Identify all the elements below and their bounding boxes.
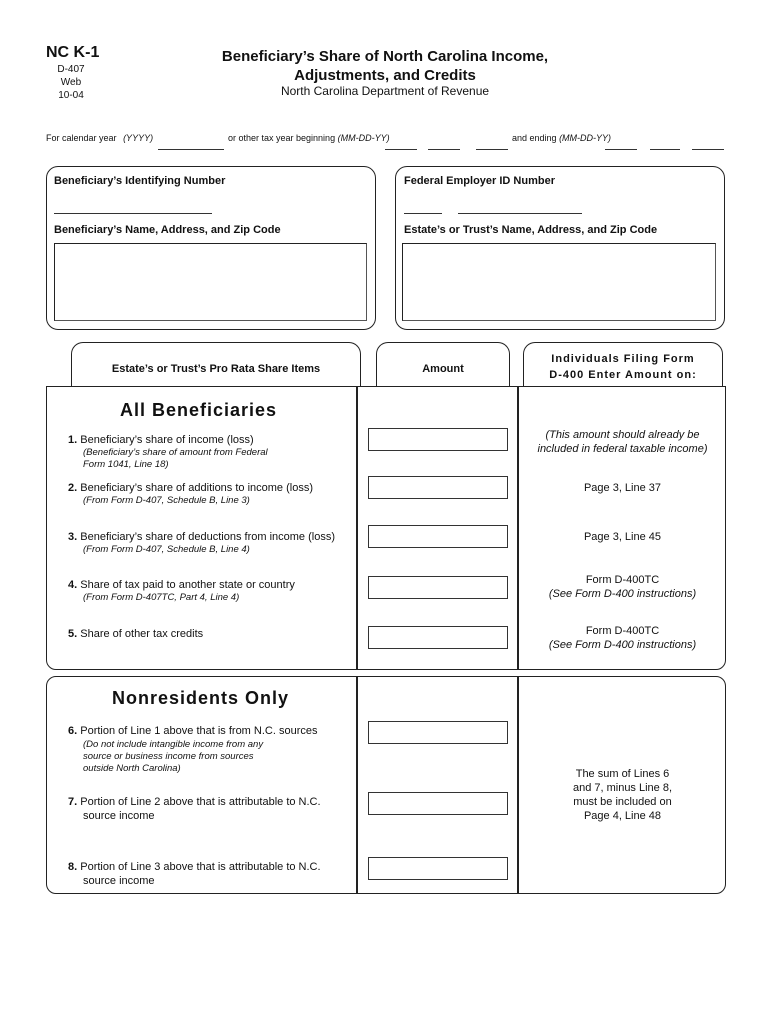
line-2 — [68, 482, 313, 495]
estate-name-label: Estate’s or Trust’s Name, Address, and Zip Code — [404, 224, 658, 236]
line-number: 7. — [68, 796, 78, 808]
items-header: Estate’s or Trust’s Pro Rata Share Items — [111, 363, 321, 375]
all-beneficiaries-title: All Beneficiaries — [120, 400, 278, 420]
estate-address-input[interactable] — [402, 243, 716, 321]
line-1-note2: Form 1041, Line 18) — [83, 459, 169, 470]
beneficiary-id-input[interactable] — [54, 206, 212, 214]
line-5 — [68, 628, 203, 641]
line-5-enter2: (See Form D-400 instructions) — [548, 639, 697, 651]
ein-suffix-input[interactable] — [458, 206, 582, 214]
line-text: Share of other tax credits — [80, 628, 204, 640]
line-4 — [68, 579, 295, 592]
column-divider-4 — [517, 676, 519, 894]
ending-label-group — [512, 133, 611, 143]
nonresidents-title: Nonresidents Only — [112, 688, 290, 708]
beneficiary-name-label: Beneficiary’s Name, Address, and Zip Code — [54, 224, 281, 236]
form-title-line2: Adjustments, and Credits — [294, 67, 476, 84]
form-edition: Web — [60, 77, 82, 88]
other-year-label: or other tax year beginning — [228, 133, 336, 143]
nonresident-enter-4: Page 4, Line 48 — [583, 810, 662, 822]
begin-year-input[interactable] — [476, 142, 508, 150]
line-7 — [68, 796, 321, 809]
ein-prefix-input[interactable] — [404, 206, 442, 214]
amount-header: Amount — [422, 363, 464, 375]
nonresident-enter-1: The sum of Lines 6 — [575, 768, 670, 780]
end-year-input[interactable] — [692, 142, 724, 150]
line-6-note1: (Do not include intangible income from any — [83, 739, 264, 750]
end-day-input[interactable] — [650, 142, 680, 150]
line-7-amount-input[interactable] — [368, 792, 508, 815]
column-divider-1 — [356, 386, 358, 670]
line-7-text2: source income — [83, 810, 155, 822]
line-4-enter1: Form D-400TC — [585, 574, 660, 586]
line-4-amount-input[interactable] — [368, 576, 508, 599]
line-3 — [68, 531, 335, 544]
nonresident-enter-2: and 7, minus Line 8, — [572, 782, 673, 794]
nonresident-enter-3: must be included on — [573, 796, 672, 808]
line-text: Share of tax paid to another state or country — [80, 579, 295, 591]
line-text: Beneficiary’s share of income (loss) — [80, 434, 254, 446]
other-year-label-group — [228, 133, 390, 143]
begin-day-input[interactable] — [428, 142, 460, 150]
line-text: Beneficiary’s share of additions to income (loss) — [80, 482, 313, 494]
line-number: 3. — [68, 531, 78, 543]
line-text: Portion of Line 2 above that is attributable to N.C. — [80, 796, 321, 808]
tax-year-row — [46, 133, 153, 143]
form-title-line1: Beneficiary’s Share of North Carolina Income, — [221, 48, 549, 65]
federal-ein-label: Federal Employer ID Number — [404, 175, 555, 187]
line-text: Portion of Line 3 above that is attributable to N.C. — [80, 861, 321, 873]
line-6-note3: outside North Carolina) — [83, 763, 181, 774]
line-text: Portion of Line 1 above that is from N.C. sources — [80, 725, 318, 737]
line-2-note1: (From Form D-407, Schedule B, Line 3) — [83, 495, 250, 506]
column-divider-3 — [356, 676, 358, 894]
line-2-enter1: Page 3, Line 37 — [583, 482, 662, 494]
form-id: NC K-1 — [46, 44, 100, 61]
begin-month-input[interactable] — [385, 142, 417, 150]
line-8-amount-input[interactable] — [368, 857, 508, 880]
line-1-enter1: (This amount should already be — [545, 429, 700, 441]
form-code: D-407 — [57, 64, 85, 75]
line-1-amount-input[interactable] — [368, 428, 508, 451]
beneficiary-id-label: Beneficiary’s Identifying Number — [54, 175, 226, 187]
line-8-text2: source income — [83, 875, 155, 887]
line-4-note1: (From Form D-407TC, Part 4, Line 4) — [83, 592, 240, 603]
line-6-note2: source or business income from sources — [83, 751, 254, 762]
form-revision: 10-04 — [58, 90, 84, 101]
line-1 — [68, 434, 254, 447]
line-3-enter1: Page 3, Line 45 — [583, 531, 662, 543]
ending-format: (MM-DD-YY) — [559, 133, 612, 143]
line-3-note1: (From Form D-407, Schedule B, Line 4) — [83, 544, 250, 555]
beneficiary-address-input[interactable] — [54, 243, 367, 321]
other-year-format: (MM-DD-YY) — [337, 133, 390, 143]
column-divider-2 — [517, 386, 519, 670]
line-1-note1: (Beneficiary’s share of amount from Federal — [83, 447, 268, 458]
calendar-year-format: (YYYY) — [123, 133, 154, 143]
line-3-amount-input[interactable] — [368, 525, 508, 548]
line-1-enter2: included in federal taxable income) — [537, 443, 708, 455]
line-8 — [68, 861, 321, 874]
line-number: 5. — [68, 628, 78, 640]
line-5-enter1: Form D-400TC — [585, 625, 660, 637]
line-number: 8. — [68, 861, 78, 873]
line-4-enter2: (See Form D-400 instructions) — [548, 588, 697, 600]
ending-label: and ending — [512, 133, 557, 143]
department-name: North Carolina Department of Revenue — [280, 84, 490, 98]
line-number: 4. — [68, 579, 78, 591]
line-6-amount-input[interactable] — [368, 721, 508, 744]
line-2-amount-input[interactable] — [368, 476, 508, 499]
line-5-amount-input[interactable] — [368, 626, 508, 649]
line-number: 2. — [68, 482, 78, 494]
instructions-header-line2: D-400 Enter Amount on: — [549, 369, 697, 381]
line-6 — [68, 725, 317, 738]
calendar-year-label: For calendar year — [46, 133, 117, 143]
instructions-header-line1: Individuals Filing Form — [551, 353, 695, 365]
line-text: Beneficiary’s share of deductions from income (loss) — [80, 531, 335, 543]
line-number: 6. — [68, 725, 78, 737]
calendar-year-input[interactable] — [158, 142, 224, 150]
end-month-input[interactable] — [605, 142, 637, 150]
line-number: 1. — [68, 434, 78, 446]
